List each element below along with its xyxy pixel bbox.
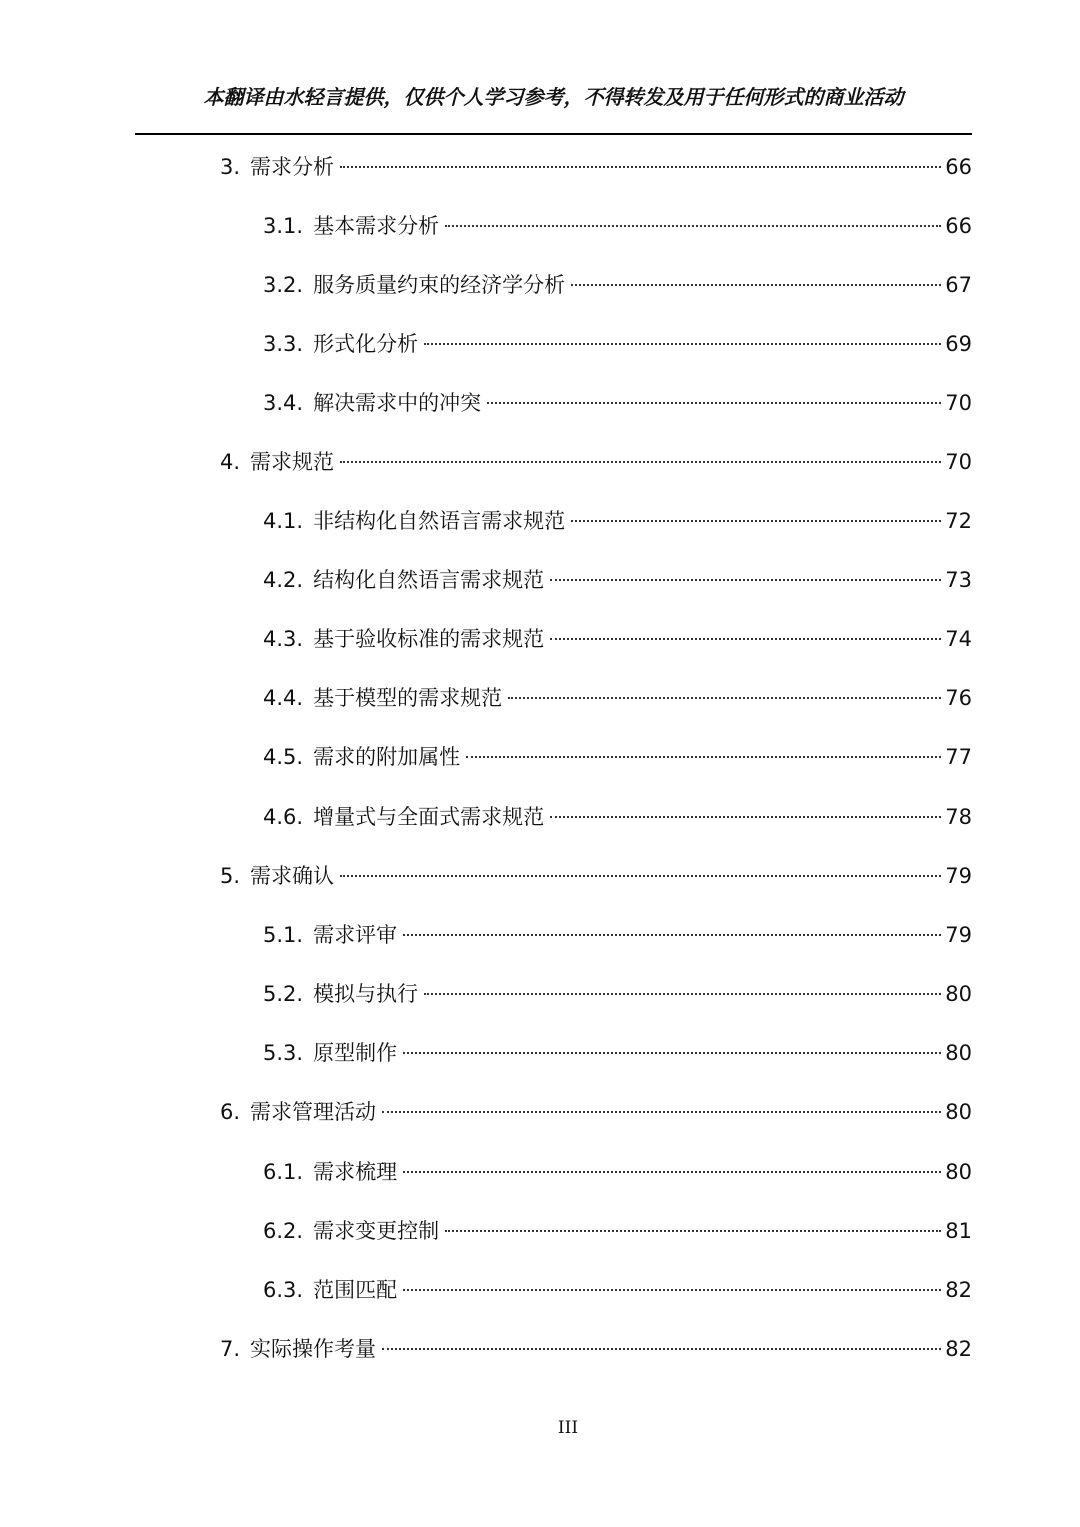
toc-dot-leader xyxy=(340,166,941,168)
toc-entry-number: 6.1. xyxy=(263,1160,304,1184)
toc-entry-number: 4.1. xyxy=(263,509,304,533)
toc-dot-leader xyxy=(340,875,941,877)
toc-entry-page: 73 xyxy=(945,568,972,592)
toc-entry-page: 80 xyxy=(945,1100,972,1124)
toc-entry[interactable] xyxy=(220,1095,972,1129)
toc-entry[interactable] xyxy=(263,1155,972,1189)
toc-entry-title: 形式化分析 xyxy=(313,332,419,356)
toc-entry[interactable] xyxy=(220,150,972,184)
toc-entry[interactable] xyxy=(263,1214,972,1248)
toc-entry-title: 增量式与全面式需求规范 xyxy=(313,805,545,829)
toc-entry[interactable] xyxy=(263,800,972,834)
toc-entry-number: 6.3. xyxy=(263,1278,304,1302)
toc-entry[interactable] xyxy=(220,859,972,893)
toc-entry-page: 82 xyxy=(945,1278,972,1302)
toc-entry-number: 4.4. xyxy=(263,686,304,710)
toc-entry-title: 需求规范 xyxy=(250,450,335,474)
toc-entry-title: 需求评审 xyxy=(313,923,398,947)
toc-entry-number: 7. xyxy=(220,1337,241,1361)
toc-entry-title: 范围匹配 xyxy=(313,1278,398,1302)
toc-entry[interactable] xyxy=(263,918,972,952)
toc-dot-leader xyxy=(550,816,941,818)
toc-entry-title: 需求管理活动 xyxy=(250,1100,377,1124)
toc-entry-page: 74 xyxy=(945,627,972,651)
toc-entry-number: 6.2. xyxy=(263,1219,304,1243)
header-notice: 本翻译由水轻言提供，仅供个人学习参考，不得转发及用于任何形式的商业活动 xyxy=(203,85,904,109)
toc-entry-number: 3.2. xyxy=(263,273,304,297)
toc-entry-page: 79 xyxy=(945,864,972,888)
toc-dot-leader xyxy=(445,1230,941,1232)
toc-entry-title: 需求分析 xyxy=(250,155,335,179)
toc-entry-title: 结构化自然语言需求规范 xyxy=(313,568,545,592)
toc-entry[interactable] xyxy=(263,504,972,538)
toc-entry-page: 72 xyxy=(945,509,972,533)
toc-entry-title: 需求的附加属性 xyxy=(313,745,461,769)
toc-entry-title: 非结构化自然语言需求规范 xyxy=(313,509,566,533)
toc-dot-leader xyxy=(571,284,941,286)
toc-dot-leader xyxy=(382,1348,941,1350)
toc-entry[interactable] xyxy=(263,977,972,1011)
toc-entry-page: 70 xyxy=(945,450,972,474)
toc-dot-leader xyxy=(466,756,941,758)
toc-entry[interactable] xyxy=(263,386,972,420)
toc-entry[interactable] xyxy=(263,1036,972,1070)
toc-entry-title: 模拟与执行 xyxy=(313,982,419,1006)
toc-dot-leader xyxy=(487,402,941,404)
toc-entry-page: 70 xyxy=(945,391,972,415)
toc-entry-number: 4.5. xyxy=(263,745,304,769)
toc-dot-leader xyxy=(382,1111,941,1113)
toc-entry[interactable] xyxy=(263,740,972,774)
page-number: III xyxy=(557,1418,579,1438)
toc-dot-leader xyxy=(403,1052,941,1054)
toc-entry[interactable] xyxy=(263,209,972,243)
toc-entry[interactable] xyxy=(263,268,972,302)
toc-entry-page: 76 xyxy=(945,686,972,710)
toc-entry-number: 5.2. xyxy=(263,982,304,1006)
toc-dot-leader xyxy=(571,520,941,522)
toc-dot-leader xyxy=(550,579,941,581)
toc-entry-page: 79 xyxy=(945,923,972,947)
toc-entry-title: 基本需求分析 xyxy=(313,214,440,238)
toc-dot-leader xyxy=(424,993,941,995)
toc-entry-page: 82 xyxy=(945,1337,972,1361)
toc-entry-page: 69 xyxy=(945,332,972,356)
toc-dot-leader xyxy=(340,461,941,463)
toc-entry-number: 4.3. xyxy=(263,627,304,651)
toc-entry[interactable] xyxy=(220,1332,972,1366)
toc-entry[interactable] xyxy=(263,327,972,361)
toc-dot-leader xyxy=(403,1171,941,1173)
toc-entry-number: 6. xyxy=(220,1100,241,1124)
toc-entry[interactable] xyxy=(263,622,972,656)
toc-entry-page: 77 xyxy=(945,745,972,769)
toc-entry-number: 3.1. xyxy=(263,214,304,238)
toc-entry-title: 基于模型的需求规范 xyxy=(313,686,503,710)
toc-entry-title: 需求梳理 xyxy=(313,1160,398,1184)
toc-entry-title: 基于验收标准的需求规范 xyxy=(313,627,545,651)
toc-entry-number: 3.4. xyxy=(263,391,304,415)
toc-entry-page: 80 xyxy=(945,1041,972,1065)
toc-dot-leader xyxy=(445,225,941,227)
toc-entry-page: 66 xyxy=(945,214,972,238)
toc-entry-title: 需求确认 xyxy=(250,864,335,888)
toc-entry[interactable] xyxy=(263,681,972,715)
toc-entry-page: 67 xyxy=(945,273,972,297)
toc-entry[interactable] xyxy=(263,1273,972,1307)
toc-entry-page: 80 xyxy=(945,982,972,1006)
toc-dot-leader xyxy=(403,1289,941,1291)
toc-entry-number: 5. xyxy=(220,864,241,888)
toc-dot-leader xyxy=(550,638,941,640)
toc-entry-page: 81 xyxy=(945,1219,972,1243)
toc-dot-leader xyxy=(508,697,941,699)
toc-entry-number: 5.3. xyxy=(263,1041,304,1065)
toc-dot-leader xyxy=(424,343,941,345)
toc-entry[interactable] xyxy=(263,563,972,597)
toc-entry-page: 66 xyxy=(945,155,972,179)
toc-entry-page: 78 xyxy=(945,805,972,829)
toc-entry-number: 4. xyxy=(220,450,241,474)
toc-entry-page: 80 xyxy=(945,1160,972,1184)
toc-dot-leader xyxy=(403,934,941,936)
toc-entry-title: 需求变更控制 xyxy=(313,1219,440,1243)
toc-entry-number: 3. xyxy=(220,155,241,179)
toc-entry-title: 服务质量约束的经济学分析 xyxy=(313,273,566,297)
toc-entry-number: 4.2. xyxy=(263,568,304,592)
toc-entry[interactable] xyxy=(220,445,972,479)
toc-entry-number: 4.6. xyxy=(263,805,304,829)
toc-entry-number: 5.1. xyxy=(263,923,304,947)
toc-entry-title: 原型制作 xyxy=(313,1041,398,1065)
toc-entry-number: 3.3. xyxy=(263,332,304,356)
toc-entry-title: 解决需求中的冲突 xyxy=(313,391,482,415)
toc-entry-title: 实际操作考量 xyxy=(250,1337,377,1361)
